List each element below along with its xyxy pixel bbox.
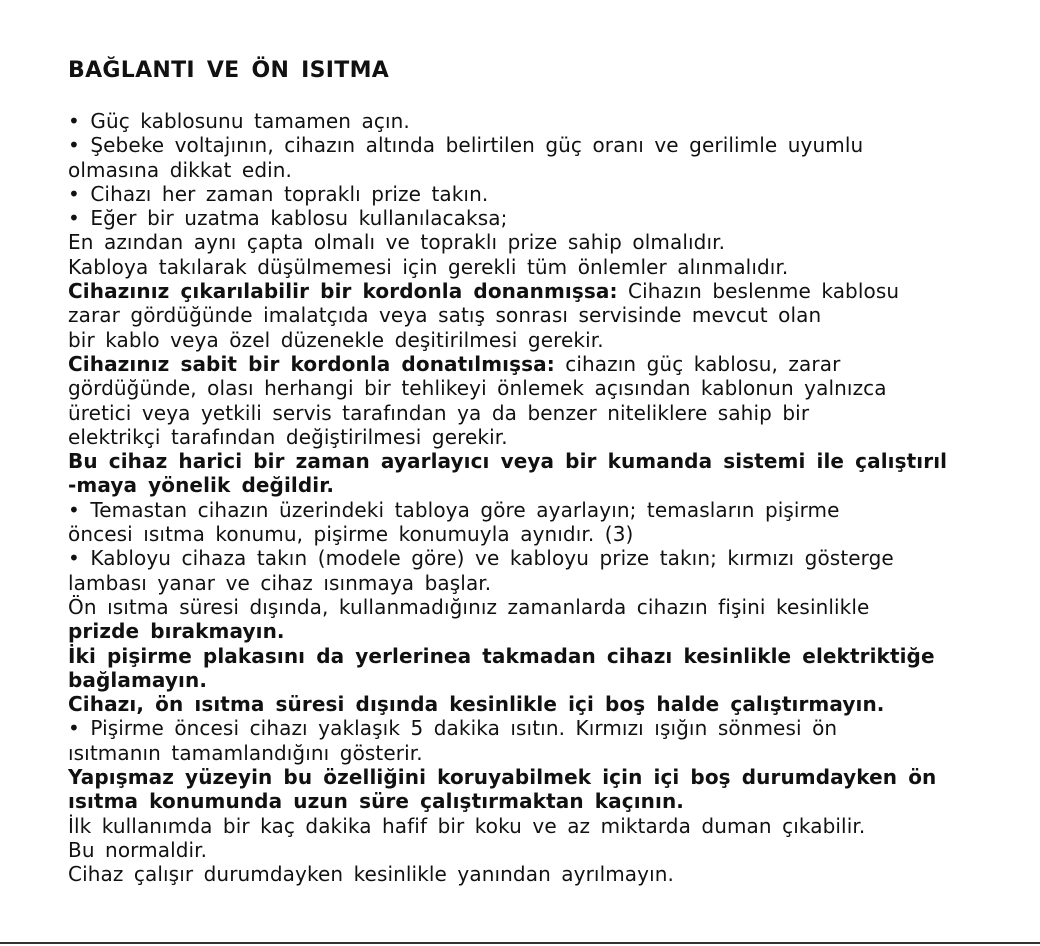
text-line: Yapışmaz yüzeyin bu özelliğini koruyabilmek için içi boş durumdayken ön xyxy=(68,765,937,790)
text-line: • Eğer bir uzatma kablosu kullanılacaksa; xyxy=(68,206,508,231)
instructions-body xyxy=(68,109,998,887)
text-line: Cihazınız çıkarılabilir bir kordonla donanmışsa: Cihazın beslenme kablosu xyxy=(68,279,900,304)
text-line: bağlamayın. xyxy=(68,667,208,692)
text-line: • Kabloyu cihaza takın (modele göre) ve kabloyu prize takın; kırmızı gösterge xyxy=(68,546,894,571)
text-line: -maya yönelik değildir. xyxy=(68,473,335,498)
text-line: Bu normaldir. xyxy=(68,837,208,862)
text-line: prizde bırakmayın. xyxy=(68,619,285,644)
text-line: Cihazı, ön ısıtma süresi dışında kesinlikle içi boş halde çalıştırmayın. xyxy=(68,692,885,717)
text-line: • Temastan cihazın üzerindeki tabloya göre ayarlayın; temasların pişirme xyxy=(68,497,840,522)
text-line: elektrikçi tarafından değiştirilmesi gerekir. xyxy=(68,424,508,449)
text-line: • Şebeke voltajının, cihazın altında belirtilen güç oranı ve gerilimle uyumlu xyxy=(68,133,864,158)
text-line: zarar gördüğünde imalatçıda veya satış sonrası servisinde mevcut olan xyxy=(68,303,822,328)
text-line: gördüğünde, olası herhangi bir tehlikeyi önlemek açısından kablonun yalnızca xyxy=(68,376,887,401)
text-line: öncesi ısıtma konumu, pişirme konumuyla aynıdır. (3) xyxy=(68,522,634,547)
section-title: BAĞLANTI VE ÖN ISITMA xyxy=(68,58,390,83)
text-line: İki pişirme plakasını da yerlerinea takmadan cihazı kesinlikle elektriktiğe xyxy=(68,643,935,668)
text-line: ısıtma konumunda uzun süre çalıştırmaktan kaçının. xyxy=(68,789,684,814)
text-line: • Pişirme öncesi cihazı yaklaşık 5 dakika ısıtın. Kırmızı ışığın sönmesi ön xyxy=(68,716,838,741)
text-line: Ön ısıtma süresi dışında, kullanmadığınız zamanlarda cihazın fişini kesinlikle xyxy=(68,594,870,619)
text-line: üretici veya yetkili servis tarafından ya da benzer niteliklere sahip bir xyxy=(68,400,810,425)
text-line: En azından aynı çapta olmalı ve topraklı prize sahip olmalıdır. xyxy=(68,230,726,255)
document-page xyxy=(68,58,998,887)
text-line: Bu cihaz harici bir zaman ayarlayıcı veya bir kumanda sistemi ile çalıştırıl xyxy=(68,449,948,474)
text-line: İlk kullanımda bir kaç dakika hafif bir koku ve az miktarda duman çıkabilir. xyxy=(68,813,866,838)
text-line: lambası yanar ve cihaz ısınmaya başlar. xyxy=(68,570,492,595)
text-line: • Cihazı her zaman topraklı prize takın. xyxy=(68,181,489,206)
text-line: Kabloya takılarak düşülmemesi için gerekli tüm önlemler alınmalıdır. xyxy=(68,254,789,279)
text-line: • Güç kablosunu tamamen açın. xyxy=(68,109,410,133)
text-line: bir kablo veya özel düzenekle deşitirilmesi gerekir. xyxy=(68,327,604,352)
text-line: Cihaz çalışır durumdayken kesinlikle yanından ayrılmayın. xyxy=(68,862,674,887)
page-bottom-rule xyxy=(0,942,1040,944)
text-line: ısıtmanın tamamlandığını gösterir. xyxy=(68,740,423,765)
text-line: Cihazınız sabit bir kordonla donatılmışsa: cihazın güç kablosu, zarar xyxy=(68,351,841,376)
text-line: olmasına dikkat edin. xyxy=(68,157,293,182)
